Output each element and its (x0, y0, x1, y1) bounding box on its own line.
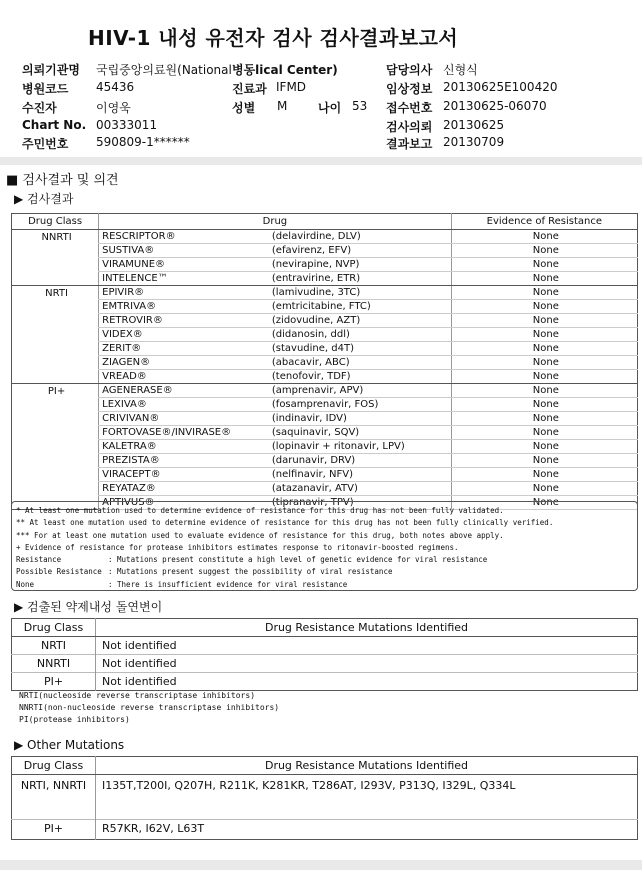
mutation-cell: Not identified (96, 673, 638, 691)
drug-name-cell: PREZISTA® (99, 454, 269, 468)
table-row (12, 258, 638, 272)
sex-label: 성별 (232, 101, 256, 115)
table-row (12, 356, 638, 370)
evidence-cell: None (451, 314, 637, 328)
drug-generic-cell: (darunavir, DRV) (269, 454, 451, 468)
legend-desc: : There is insufficient evidence for viral resistance (108, 579, 348, 589)
drug-class-cell: NRTI (12, 637, 96, 655)
notes-box (11, 501, 638, 591)
drug-name-cell: LEXIVA® (99, 398, 269, 412)
drug-generic-cell: (saquinavir, SQV) (269, 426, 451, 440)
note-line: ** At least one mutation used to determine evidence of resistance for this drug has not been fully clinically verified. (16, 518, 554, 528)
evidence-cell: None (451, 398, 637, 412)
section-title-main: ■ 검사결과 및 의견 (6, 173, 119, 188)
table-row (12, 775, 638, 820)
col-mutations: Drug Resistance Mutations Identified (96, 757, 638, 775)
drug-name-cell: REYATAZ® (99, 482, 269, 496)
section-title-results: ▶ 검사결과 (14, 192, 74, 206)
drug-generic-cell: (efavirenz, EFV) (269, 244, 451, 258)
doctor-value: 신형식 (443, 63, 478, 77)
evidence-cell: None (451, 258, 637, 272)
drug-generic-cell: (lopinavir + ritonavir, LPV) (269, 440, 451, 454)
evidence-cell: None (451, 440, 637, 454)
table-row (12, 314, 638, 328)
drug-generic-cell: (abacavir, ABC) (269, 356, 451, 370)
drug-name-cell: RESCRIPTOR® (99, 230, 269, 244)
dept-value: IFMD (276, 80, 307, 94)
evidence-cell: None (451, 356, 637, 370)
mutation-cell: R57KR, I62V, L63T (96, 820, 638, 840)
evidence-cell: None (451, 468, 637, 482)
request-date-label: 검사의뢰 (386, 120, 433, 134)
evidence-cell: None (451, 426, 637, 440)
overlapping-text: 병동lical Center) (232, 63, 338, 77)
chart-no-label: Chart No. (22, 118, 87, 132)
evidence-cell: None (451, 244, 637, 258)
evidence-cell: None (451, 454, 637, 468)
clinical-info-value: 20130625E100420 (443, 80, 558, 94)
legend-desc: : Mutations present suggest the possibility of viral resistance (108, 567, 393, 577)
table-row (12, 300, 638, 314)
footer-band (0, 860, 642, 870)
table-row (12, 412, 638, 426)
drug-name-cell: VREAD® (99, 370, 269, 384)
legend-term: Possible Resistance (16, 567, 102, 577)
drug-generic-cell: (lamivudine, 3TC) (269, 286, 451, 300)
drug-name-cell: FORTOVASE®/INVIRASE® (99, 426, 269, 440)
requesting-org-value: 국립중앙의료원(National (96, 63, 232, 77)
col-drug-class: Drug Class (12, 757, 96, 775)
evidence-cell: None (451, 286, 637, 300)
note-line: * At least one mutation used to determine evidence of resistance for this drug has not been fully validated. (16, 506, 504, 515)
legend-row (16, 566, 633, 578)
table-row (12, 398, 638, 412)
legend-row (16, 554, 633, 566)
mutation-cell: Not identified (96, 655, 638, 673)
request-date-value: 20130625 (443, 118, 505, 132)
drug-name-cell: KALETRA® (99, 440, 269, 454)
drug-generic-cell: (tipranavir, TPV) (269, 496, 451, 510)
evidence-cell: None (451, 412, 637, 426)
legend-term: Resistance (16, 555, 62, 565)
abbreviation-line: NRTI(nucleoside reverse transcriptase inhibitors) (19, 691, 256, 700)
drug-class-cell: PI+ (47, 386, 66, 397)
drug-name-cell: RETROVIR® (99, 314, 269, 328)
clinical-info-label: 임상정보 (386, 82, 433, 96)
drug-generic-cell: (amprenavir, APV) (269, 384, 451, 398)
drug-name-cell: ZERIT® (99, 342, 269, 356)
other-mutations-table (11, 756, 638, 840)
doctor-label: 담당의사 (386, 63, 433, 77)
col-drug-class: Drug Class (12, 619, 96, 637)
drug-name-cell: CRIVIVAN® (99, 412, 269, 426)
abbreviation-line: PI(protease inhibitors) (19, 715, 130, 724)
col-drug-class: Drug Class (12, 214, 99, 230)
drug-class-cell: NRTI, NNRTI (20, 779, 87, 792)
col-drug: Drug (99, 214, 452, 230)
table-row (12, 655, 638, 673)
table-row (12, 454, 638, 468)
evidence-cell: None (451, 482, 637, 496)
section-title-mutations: ▶ 검출된 약제내성 돌연변이 (14, 600, 163, 614)
evidence-cell: None (451, 384, 637, 398)
evidence-cell: None (451, 342, 637, 356)
drug-resistance-table (11, 213, 638, 510)
drug-generic-cell: (stavudine, d4T) (269, 342, 451, 356)
col-mutations: Drug Resistance Mutations Identified (96, 619, 638, 637)
table-row (12, 820, 638, 840)
chart-no-value: 00333011 (96, 118, 158, 132)
drug-generic-cell: (zidovudine, AZT) (269, 314, 451, 328)
note-line: + Evidence of resistance for protease inhibitors estimates response to ritonavir-boosted regimens. (16, 542, 459, 552)
drug-name-cell: EPIVIR® (99, 286, 269, 300)
drug-generic-cell: (emtricitabine, FTC) (269, 300, 451, 314)
table-row (12, 482, 638, 496)
drug-name-cell: VIRACEPT® (99, 468, 269, 482)
patient-label: 수진자 (22, 101, 57, 115)
drug-name-cell: AGENERASE® (99, 384, 269, 398)
table-row (12, 286, 638, 300)
drug-name-cell: SUSTIVA® (99, 244, 269, 258)
drug-name-cell: EMTRIVA® (99, 300, 269, 314)
patient-value: 이영욱 (96, 101, 131, 115)
legend-row (16, 579, 633, 591)
col-evidence: Evidence of Resistance (451, 214, 637, 230)
drug-generic-cell: (atazanavir, ATV) (269, 482, 451, 496)
drug-generic-cell: (nevirapine, NVP) (269, 258, 451, 272)
table-row (12, 637, 638, 655)
legend-desc: : Mutations present constitute a high level of genetic evidence for viral resistance (108, 555, 488, 565)
table-row (12, 230, 638, 244)
evidence-cell: None (451, 496, 637, 510)
report-title: HIV-1 내성 유전자 검사 검사결과보고서 (88, 26, 459, 50)
requesting-org-label: 의뢰기관명 (22, 63, 80, 77)
drug-class-cell: NNRTI (12, 230, 99, 286)
receipt-value: 20130625-06070 (443, 99, 547, 113)
drug-class-cell: NNRTI (12, 655, 96, 673)
table-row (12, 673, 638, 691)
evidence-cell: None (451, 328, 637, 342)
drug-name-cell: VIDEX® (99, 328, 269, 342)
drug-name-cell: APTIVUS® (99, 496, 269, 510)
drug-generic-cell: (tenofovir, TDF) (269, 370, 451, 384)
abbreviation-line: NNRTI(non-nucleoside reverse transcriptase inhibitors) (19, 703, 280, 712)
hospital-code-label: 병원코드 (22, 82, 69, 96)
dept-label: 진료과 (232, 82, 267, 96)
section-title-other: ▶ Other Mutations (14, 738, 125, 752)
evidence-cell: None (451, 272, 637, 286)
table-row (12, 328, 638, 342)
drug-generic-cell: (fosamprenavir, FOS) (269, 398, 451, 412)
evidence-cell: None (451, 300, 637, 314)
drug-class-cell: PI+ (12, 673, 96, 691)
drug-generic-cell: (delavirdine, DLV) (269, 230, 451, 244)
drug-table-body (12, 230, 638, 510)
drug-generic-cell: (didanosin, ddl) (269, 328, 451, 342)
mutation-table (11, 618, 638, 691)
drug-name-cell: ZIAGEN® (99, 356, 269, 370)
drug-generic-cell: (nelfinavir, NFV) (269, 468, 451, 482)
receipt-label: 접수번호 (386, 101, 433, 115)
table-row (12, 342, 638, 356)
drug-class-cell: NRTI (12, 286, 99, 384)
drug-class-cell: PI+ (12, 820, 96, 840)
drug-generic-cell: (indinavir, IDV) (269, 412, 451, 426)
table-row (12, 426, 638, 440)
table-row (12, 468, 638, 482)
report-date-label: 결과보고 (386, 137, 433, 151)
table-row (12, 272, 638, 286)
drug-name-cell: INTELENCE™ (99, 272, 269, 286)
table-row (12, 244, 638, 258)
table-row (12, 440, 638, 454)
header-separator (0, 157, 642, 165)
drug-generic-cell: (entravirine, ETR) (269, 272, 451, 286)
sex-value: M (277, 99, 288, 113)
mutation-cell: I135T,T200I, Q207H, R211K, K281KR, T286AT, I293V, P313Q, I329L, Q334L (96, 775, 638, 820)
evidence-cell: None (451, 370, 637, 384)
rrn-value: 590809-1****** (96, 135, 190, 149)
age-label: 나이 (318, 101, 342, 115)
report-date-value: 20130709 (443, 135, 505, 149)
table-row (12, 384, 638, 398)
legend-term: None (16, 579, 35, 589)
rrn-label: 주민번호 (22, 137, 69, 151)
hospital-code-value: 45436 (96, 80, 135, 94)
age-value: 53 (352, 99, 368, 113)
abbreviation-notes (19, 690, 279, 726)
mutation-cell: Not identified (96, 637, 638, 655)
note-line: *** For at least one mutation used to evaluate evidence of resistance for this drug, both notes above apply. (16, 530, 504, 540)
table-row (12, 370, 638, 384)
drug-name-cell: VIRAMUNE® (99, 258, 269, 272)
evidence-cell: None (451, 230, 637, 244)
